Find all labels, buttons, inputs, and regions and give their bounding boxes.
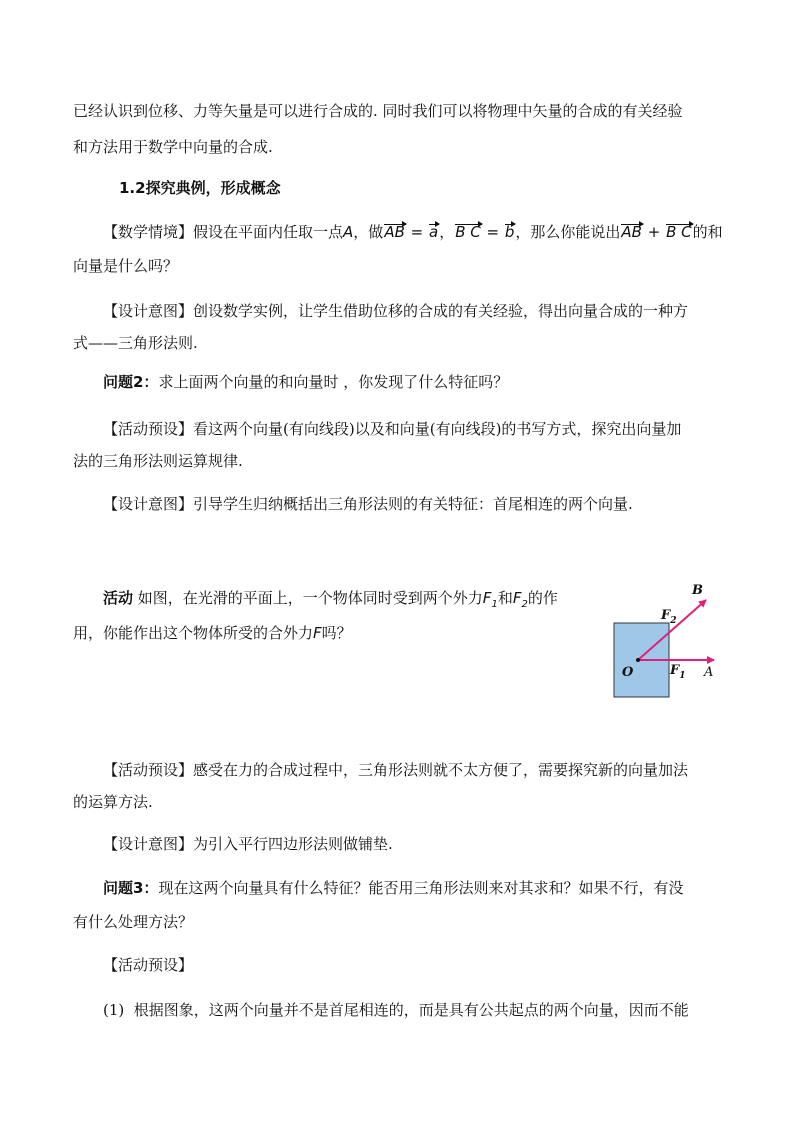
text: 的和 (692, 223, 723, 241)
activity-line-2 (73, 623, 573, 643)
equals: = (481, 223, 504, 241)
question-2-label: 问题2： (103, 373, 159, 391)
text: 看这两个向量(有向线段)以及和向量(有向线段)的书写方式，探究出向量加 (193, 420, 682, 438)
subscript-2: 2 (521, 599, 528, 610)
subscript-1: 1 (491, 599, 498, 610)
tag-activity-preset: 【活动预设】 (103, 761, 194, 779)
vector-b: b (504, 223, 515, 241)
label-o: O (622, 665, 634, 680)
force-diagram (604, 582, 734, 700)
text: 和 (497, 589, 513, 607)
item-1-number: (1) (103, 1001, 125, 1019)
activity-preset-2-line-2: 的运算方法. (73, 793, 153, 811)
paragraph-intro-line-1: 已经认识到位移、力等矢量是可以进行合成的. 同时我们可以将物理中矢量的合成的有关经验 (73, 102, 683, 120)
design-intent-1-line-1 (103, 301, 763, 321)
activity-preset-3: 【活动预设】 (103, 956, 194, 974)
item-1-text: 根据图象，这两个向量并不是首尾相连的，而是具有公共起点的两个向量，因而不能 (133, 1001, 689, 1019)
math-situation-line-1 (103, 222, 763, 242)
question-3-line-1 (103, 878, 763, 898)
section-heading: 1.2探究典例，形成概念 (119, 179, 281, 197)
activity-label: 活动 (103, 589, 134, 607)
plus: + (642, 223, 666, 241)
math-situation-line-2: 向量是什么吗？ (73, 257, 179, 275)
label-f1-sub: 1 (679, 671, 686, 681)
text: 用，你能作出这个物体所受的合外力 (73, 624, 314, 642)
activity-preset-1-line-2: 法的三角形法则运算规律. (73, 452, 243, 470)
design-intent-3 (103, 834, 763, 854)
question-3-label: 问题3： (103, 879, 159, 897)
question-3-text: 现在这两个向量具有什么特征？能否用三角形法则来对其求和？如果不行，有没 (158, 879, 684, 897)
text: ，做 (353, 223, 384, 241)
text: 为引入平行四边形法则做铺垫. (193, 835, 393, 853)
design-intent-2 (103, 494, 763, 514)
vector-bc: B C (455, 223, 481, 241)
text: 假设在平面内任取一点 (193, 223, 344, 241)
activity-preset-2-line-1 (103, 760, 763, 780)
f-symbol: F (482, 589, 492, 607)
origin-point (636, 658, 640, 662)
tag-math-situation: 【数学情境】 (103, 223, 194, 241)
equals: = (405, 223, 428, 241)
label-f2-sub: 2 (670, 616, 677, 626)
vector-ab-2: AB (621, 223, 642, 241)
tag-design-intent: 【设计意图】 (103, 835, 194, 853)
text: ，那么你能说出 (515, 223, 621, 241)
vector-ab: AB (384, 223, 405, 241)
design-intent-1-line-2: 式——三角形法则. (73, 334, 198, 352)
tag-design-intent: 【设计意图】 (103, 495, 194, 513)
force-f1 (482, 589, 498, 610)
activity-preset-1-line-1 (103, 419, 763, 439)
text: ， (439, 223, 455, 241)
point-a: A (343, 223, 354, 241)
tag-design-intent: 【设计意图】 (103, 302, 194, 320)
label-b: B (692, 583, 703, 598)
label-a: A (704, 665, 714, 680)
item-1 (103, 1000, 763, 1020)
activity-line-1 (103, 588, 603, 615)
text: 吗？ (321, 624, 352, 642)
force-f2 (512, 589, 528, 610)
label-f1 (669, 663, 686, 681)
question-3-line-2: 有什么处理方法？ (73, 913, 194, 931)
f-symbol: F (512, 589, 522, 607)
text: 如图，在光滑的平面上，一个物体同时受到两个外力 (133, 589, 483, 607)
vector-bc-2: B C (666, 223, 692, 241)
question-2-text: 求上面两个向量的和向量时 ，你发现了什么特征吗？ (158, 373, 509, 391)
label-f2-letter: F (661, 608, 671, 623)
force-f: F (313, 624, 322, 642)
text: 感受在力的合成过程中，三角形法则就不太方便了，需要探究新的向量加法 (193, 761, 689, 779)
label-f1-letter: F (670, 663, 680, 678)
text: 的作 (527, 589, 558, 607)
paragraph-intro-line-2: 和方法用于数学中向量的合成. (73, 138, 273, 156)
question-2 (103, 372, 763, 392)
vector-a: a (428, 223, 439, 241)
text: 引导学生归纳概括出三角形法则的有关特征：首尾相连的两个向量. (193, 495, 633, 513)
tag-activity-preset: 【活动预设】 (103, 420, 194, 438)
text: 创设数学实例，让学生借助位移的合成的有关经验，得出向量合成的一种方 (193, 302, 689, 320)
